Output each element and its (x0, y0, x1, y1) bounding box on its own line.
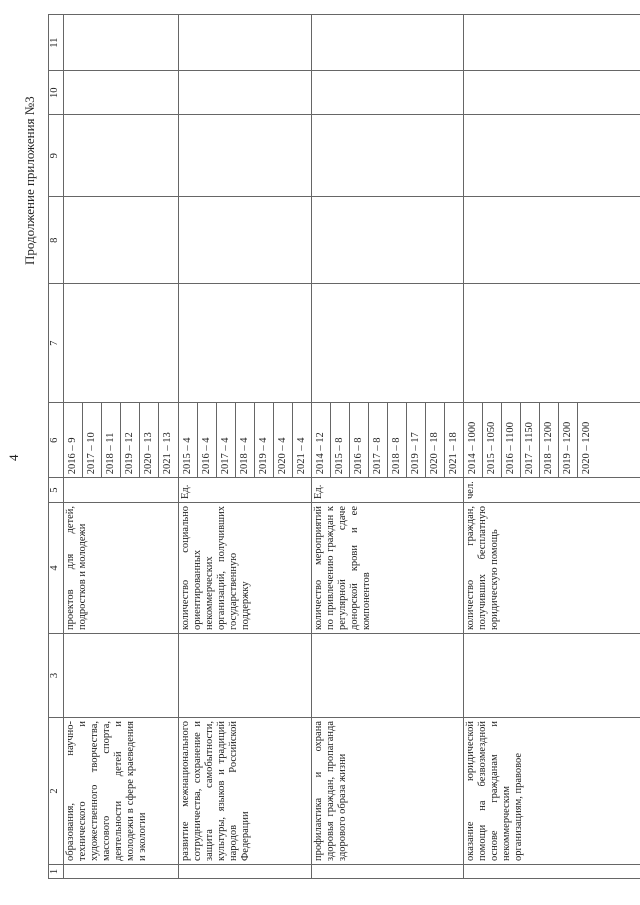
unit-cell (64, 478, 179, 503)
year-value: 2018 – 1200 (540, 403, 559, 477)
values-cell (179, 403, 312, 478)
year-value: 2019 – 4 (255, 403, 274, 477)
year-value: 2017 – 1150 (521, 403, 540, 477)
year-value: 2017 – 10 (83, 403, 102, 477)
year-value: 2020 – 4 (274, 403, 293, 477)
column-number: 7 (49, 284, 64, 403)
year-value: 2020 – 13 (140, 403, 159, 477)
table-row (312, 15, 464, 879)
indicator-cell: проектов для детей, подростков и молодежи (64, 503, 179, 634)
year-value: 2018 – 8 (388, 403, 407, 477)
year-value: 2014 – 12 (312, 403, 331, 477)
values-cell (312, 403, 464, 478)
column-number-row (49, 15, 64, 879)
unit-cell: чел. (464, 478, 640, 503)
continuation-title: Продолжение приложения №3 (22, 96, 37, 265)
indicator-cell: количество мероприятий по привлечению граждан к регулярной сдаче донорской крови и ее компонентов (312, 503, 464, 634)
table-row (464, 15, 640, 879)
year-value: 2018 – 11 (102, 403, 121, 477)
activity-cell: образования, научно-технического и художественного творчества, массового спорта, деятельности детей и молодежи в сфере краеведения и экологии (64, 718, 179, 865)
year-value: 2017 – 8 (369, 403, 388, 477)
year-value: 2020 – 1200 (581, 421, 592, 475)
column-number: 2 (49, 718, 64, 865)
unit-cell: Ед. (179, 478, 312, 503)
column-number: 6 (49, 403, 64, 478)
column-number: 1 (49, 865, 64, 879)
year-value: 2015 – 1050 (483, 403, 502, 477)
unit-cell: Ед. (312, 478, 464, 503)
year-value: 2016 – 9 (64, 403, 83, 477)
year-value: 2016 – 4 (198, 403, 217, 477)
column-number: 5 (49, 478, 64, 503)
year-value: 2015 – 8 (331, 403, 350, 477)
appendix-table (48, 14, 640, 879)
column-number: 8 (49, 197, 64, 284)
indicator-cell: количество социально ориентированных некоммерческих организаций, получивших государственную поддержку (179, 503, 312, 634)
year-value: 2015 – 4 (179, 403, 198, 477)
year-value: 2021 – 13 (162, 432, 173, 475)
year-value: 2019 – 1200 (559, 403, 578, 477)
column-number: 4 (49, 503, 64, 634)
year-value: 2020 – 18 (426, 403, 445, 477)
column-number: 11 (49, 15, 64, 71)
year-value: 2016 – 8 (350, 403, 369, 477)
year-value: 2019 – 12 (121, 403, 140, 477)
column-number: 9 (49, 115, 64, 197)
column-number: 3 (49, 634, 64, 718)
activity-cell: оказание юридической помощи на безвозмездной основе гражданам и некоммерческим организациям, правовое (464, 718, 640, 865)
values-cell (464, 403, 640, 478)
year-value: 2016 – 1100 (502, 403, 521, 477)
activity-cell: развитие межнационального сотрудничества, сохранение и защита самобытности, культуры, языков и традиций народов Российской Федерации (179, 718, 312, 865)
indicator-cell: количество граждан, получивших бесплатную юридическую помощь (464, 503, 640, 634)
table-row (64, 15, 179, 879)
year-value: 2018 – 4 (236, 403, 255, 477)
column-number: 10 (49, 71, 64, 115)
table-row (179, 15, 312, 879)
year-value: 2021 – 18 (448, 432, 459, 475)
year-value: 2017 – 4 (217, 403, 236, 477)
year-value: 2021 – 4 (296, 437, 307, 475)
activity-cell: профилактика и охрана здоровья граждан, пропаганда здорового образа жизни (312, 718, 464, 865)
year-value: 2014 – 1000 (464, 403, 483, 477)
page-number: 4 (6, 454, 21, 461)
year-value: 2019 – 17 (407, 403, 426, 477)
values-cell (64, 403, 179, 478)
